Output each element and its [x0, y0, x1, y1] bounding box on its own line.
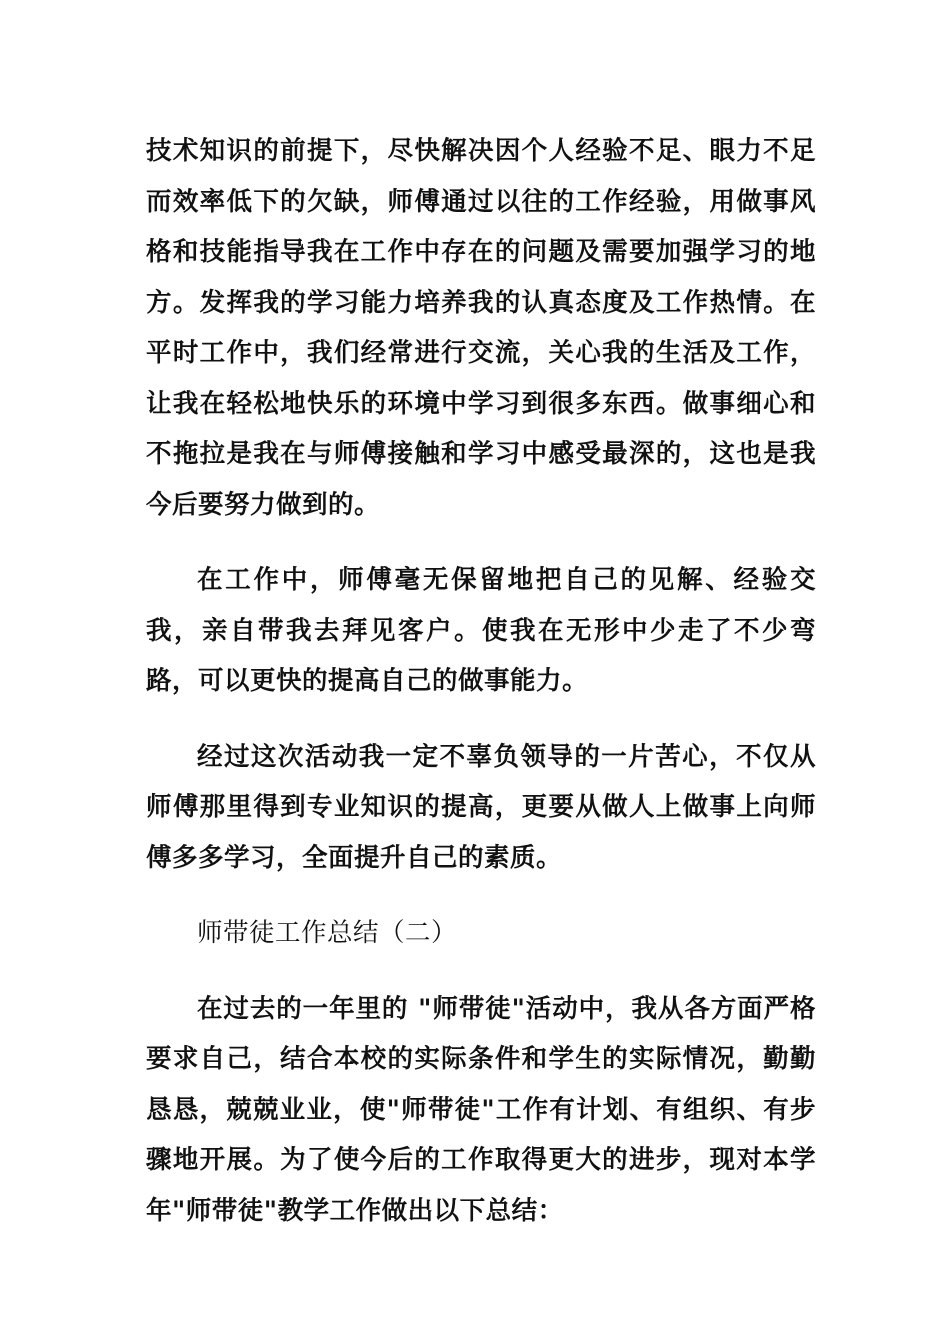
section-heading: 师带徒工作总结（二） — [197, 918, 458, 948]
paragraph-continuation: 技术知识的前提下，尽快解决因个人经验不足、眼力不足而效率低下的欠缺，师傅通过以往的工作经验，用做事风格和技能指导我在工作中存在的问题及需要加强学习的地方。发挥我的学习能力培养我的认真态度及工作热情。在平时工作中，我们经常进行交流，关心我的生活及工作，让我在轻松地快乐的环境中学习到很多东西。做事细心和不拖拉是我在与师傅接触和学习中感受最深的，这也是我今后要努力做到的。 — [146, 136, 816, 520]
paragraph-summary-intro: 在过去的一年里的 "师带徒"活动中，我从各方面严格要求自己，结合本校的实际条件和学生的实际情况，勤勤恳恳，兢兢业业，使"师带徒"工作有计划、有组织、有步骤地开展。为了使今后的工作取得更大的进步，现对本学年"师带徒"教学工作做出以下总结： — [146, 993, 816, 1226]
document-body — [146, 126, 816, 1261]
paragraph-commitment: 经过这次活动我一定不辜负领导的一片苦心，不仅从师傅那里得到专业知识的提高，更要从做人上做事上向师傅多多学习，全面提升自己的素质。 — [146, 741, 816, 873]
paragraph-master-guidance: 在工作中，师傅毫无保留地把自己的见解、经验交我，亲自带我去拜见客户。使我在无形中少走了不少弯路，可以更快的提高自己的做事能力。 — [146, 565, 816, 696]
